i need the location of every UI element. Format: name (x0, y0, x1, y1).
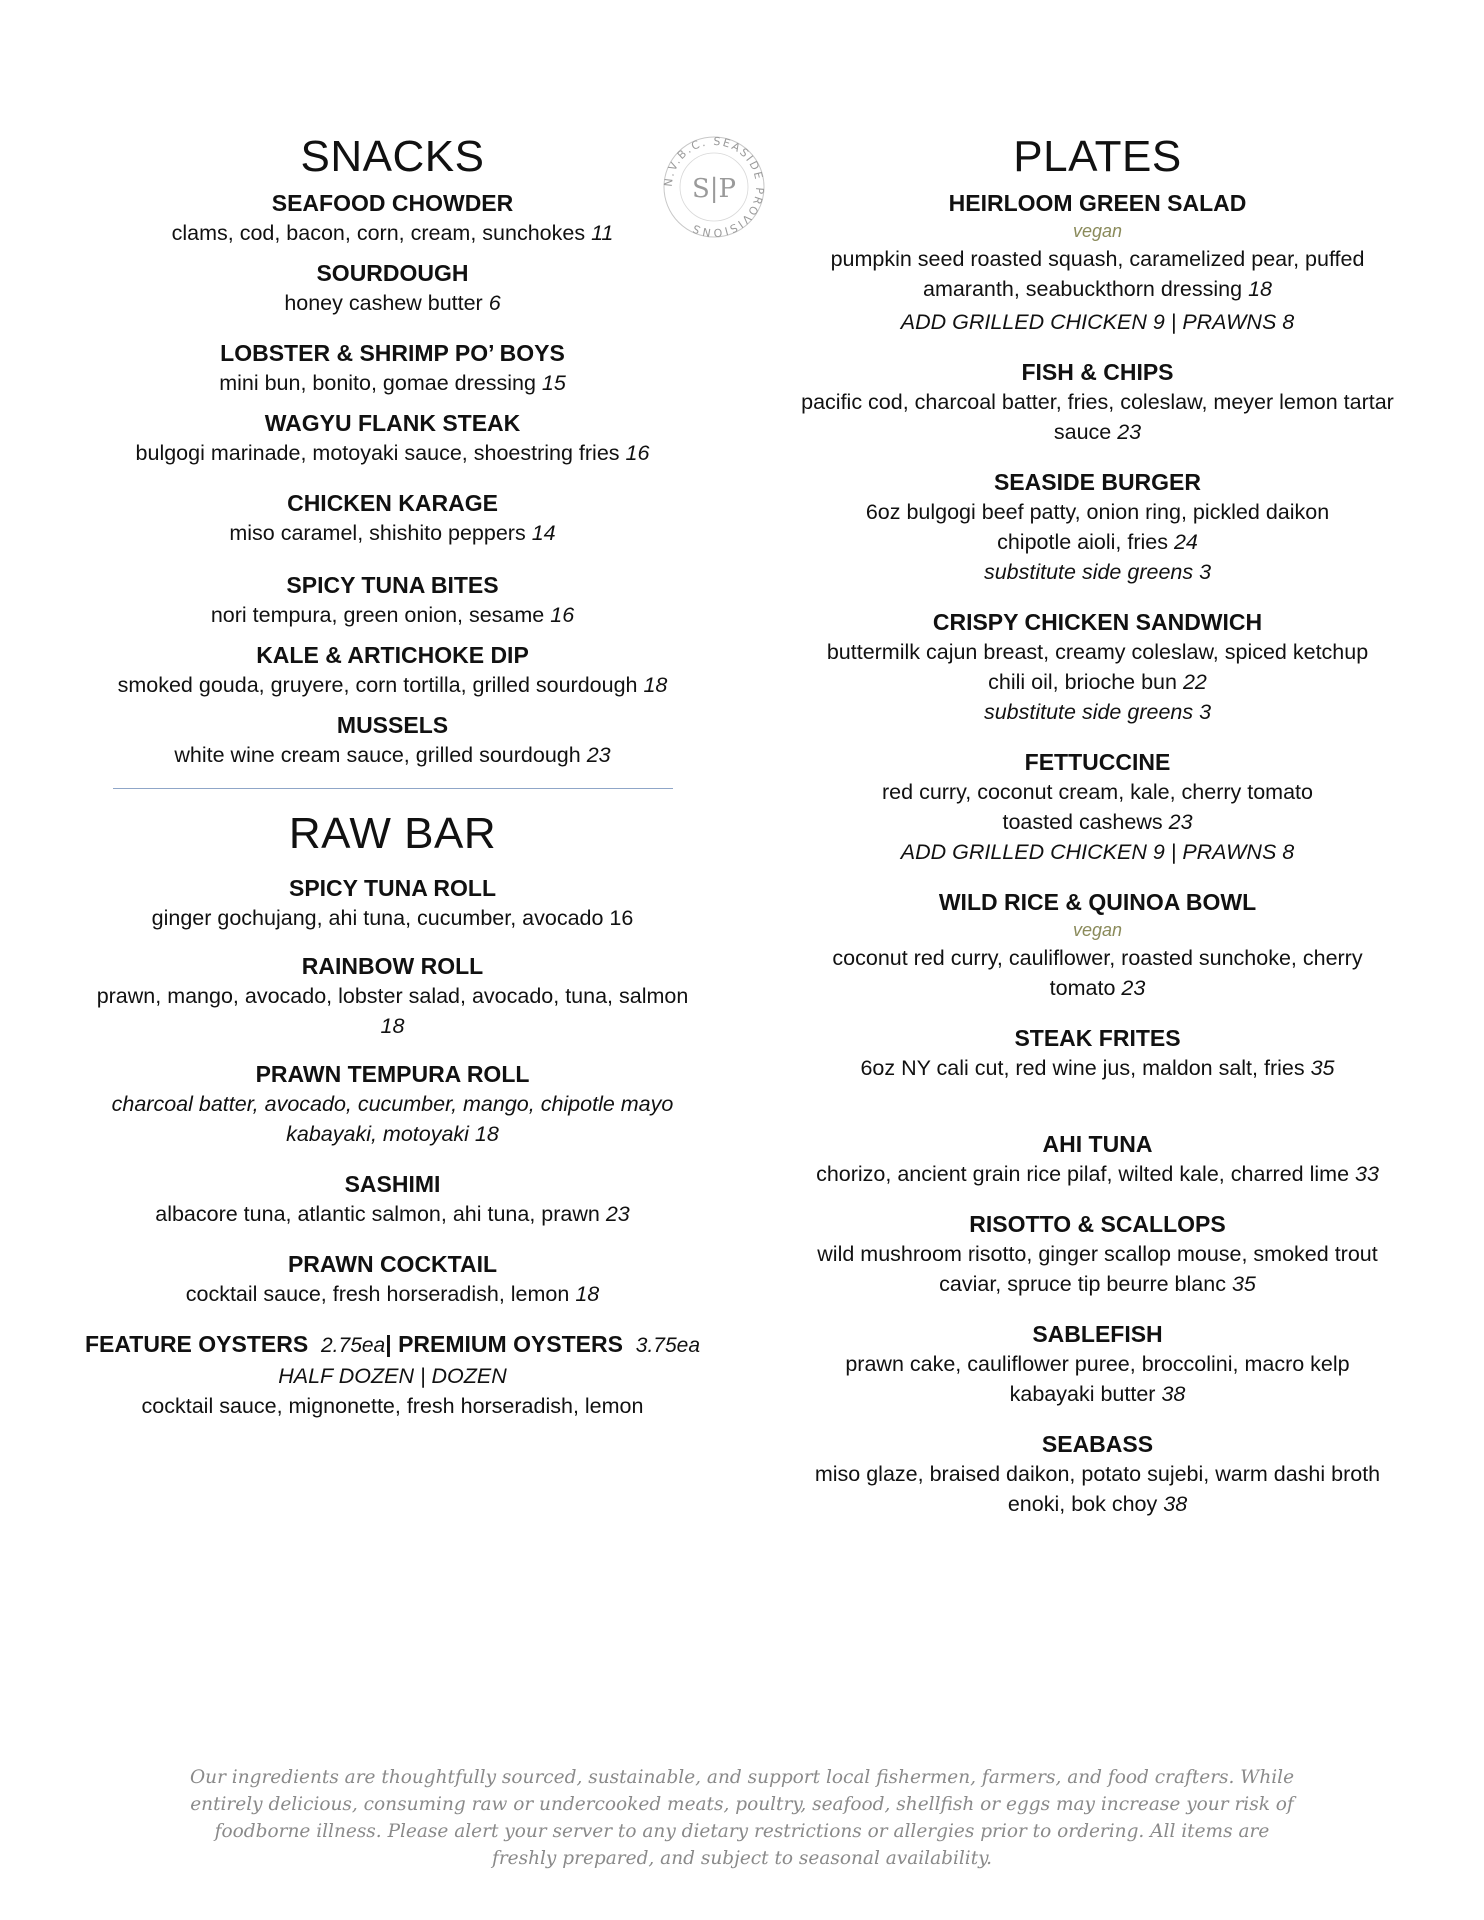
menu-item (85, 488, 700, 548)
item-desc: kabayaki, motoyaki 18 (286, 1122, 499, 1146)
item-addon: ADD GRILLED CHICKEN 9 | PRAWNS 8 (900, 310, 1295, 334)
item-name: AHI TUNA (1042, 1131, 1153, 1157)
item-note: substitute side greens 3 (983, 560, 1212, 584)
premium-oysters-price: 3.75ea (635, 1334, 700, 1357)
item-price: 23 (586, 743, 611, 767)
item-name: SEABASS (1041, 1431, 1154, 1457)
item-name: RISOTTO & SCALLOPS (969, 1211, 1226, 1237)
feature-oysters-price: 2.75ea (321, 1334, 386, 1357)
item-name: PRAWN TEMPURA ROLL (255, 1061, 530, 1087)
item-desc: coconut red curry, cauliflower, roasted sunchoke, cherry (832, 946, 1363, 970)
item-name: FETTUCCINE (1024, 749, 1171, 775)
item-price: 33 (1355, 1162, 1379, 1186)
oysters-item (85, 1329, 700, 1421)
item-name: STEAK FRITES (1014, 1025, 1181, 1051)
menu-item (85, 258, 700, 318)
item-price: 18 (643, 673, 668, 697)
item-name: WILD RICE & QUINOA BOWL (938, 889, 1257, 915)
logo-monogram: S|P (691, 174, 737, 204)
item-desc: toasted cashews 23 (1002, 810, 1193, 834)
item-desc: caviar, spruce tip beurre blanc 35 (939, 1272, 1256, 1296)
item-desc: chili oil, brioche bun 22 (988, 670, 1207, 694)
item-desc: clams, cod, bacon, corn, cream, sunchokes 11 (171, 221, 614, 245)
item-desc: charcoal batter, avocado, cucumber, mango, chipotle mayo (111, 1092, 674, 1116)
item-desc: enoki, bok choy 38 (1007, 1492, 1188, 1516)
logo-ring-text: N.V.B.C. SEASIDE PROVISIONS (661, 134, 767, 240)
menu-item (85, 188, 700, 248)
item-name: SOURDOUGH (316, 260, 469, 286)
oysters-heading: FEATURE OYSTERS 2.75ea| PREMIUM OYSTERS 3.75ea (85, 1331, 700, 1357)
item-price: 14 (531, 521, 556, 545)
item-price: 38 (1163, 1492, 1188, 1516)
item-desc: mini bun, bonito, gomae dressing 15 (219, 371, 566, 395)
item-desc: albacore tuna, atlantic salmon, ahi tuna, prawn 23 (155, 1202, 630, 1226)
item-desc: amaranth, seabuckthorn dressing 18 (922, 277, 1272, 301)
plates-title: PLATES (1013, 132, 1182, 181)
feature-oysters-name: FEATURE OYSTERS (85, 1331, 309, 1357)
menu-item (85, 873, 700, 933)
item-price: 16 (625, 441, 650, 465)
item-desc: ginger gochujang, ahi tuna, cucumber, avocado 16 (151, 906, 634, 930)
item-name: PRAWN COCKTAIL (287, 1251, 498, 1277)
menu-item (85, 570, 700, 630)
item-desc: prawn, mango, avocado, lobster salad, avocado, tuna, salmon (96, 984, 689, 1008)
item-desc: miso caramel, shishito peppers 14 (229, 521, 556, 545)
menu-item (85, 1169, 700, 1229)
item-name: SPICY TUNA ROLL (288, 875, 496, 901)
menu-item (785, 467, 1410, 587)
item-price: 16 (550, 603, 575, 627)
item-desc: miso glaze, braised daikon, potato sujebi, warm dashi broth (814, 1462, 1381, 1486)
menu-item (85, 338, 700, 398)
menu-item (785, 1023, 1410, 1083)
left-column (85, 128, 700, 1421)
item-price: 18 (380, 1014, 405, 1038)
menu-item (785, 1429, 1410, 1519)
item-desc: prawn cake, cauliflower puree, broccolini, macro kelp (845, 1352, 1350, 1376)
item-desc: 6oz NY cali cut, red wine jus, maldon salt, fries 35 (860, 1056, 1335, 1080)
item-desc: sauce 23 (1053, 420, 1142, 444)
item-desc: buttermilk cajun breast, creamy coleslaw, spiced ketchup (826, 640, 1369, 664)
menu-item (85, 1249, 700, 1309)
item-name: KALE & ARTICHOKE DIP (256, 642, 529, 668)
menu-item (85, 951, 700, 1041)
item-desc: pumpkin seed roasted squash, caramelized pear, puffed (830, 247, 1365, 271)
disclaimer-line: freshly prepared, and subject to seasonal availability. (491, 1848, 993, 1869)
menu-item (85, 640, 700, 700)
item-price: 35 (1310, 1056, 1335, 1080)
item-desc: tomato 23 (1049, 976, 1146, 1000)
item-addon: ADD GRILLED CHICKEN 9 | PRAWNS 8 (900, 840, 1295, 864)
item-desc: pacific cod, charcoal batter, fries, coleslaw, meyer lemon tartar (801, 390, 1394, 414)
item-desc: honey cashew butter 6 (284, 291, 501, 315)
menu-item (785, 357, 1410, 447)
item-desc: cocktail sauce, mignonette, fresh horseradish, lemon (141, 1394, 644, 1418)
item-name: SPICY TUNA BITES (286, 572, 499, 598)
item-price: 24 (1173, 530, 1198, 554)
item-name: SABLEFISH (1032, 1321, 1163, 1347)
item-desc: chipotle aioli, fries 24 (997, 530, 1198, 554)
item-name: LOBSTER & SHRIMP PO’ BOYS (220, 340, 565, 366)
item-note: substitute side greens 3 (983, 700, 1212, 724)
raw-bar-title: RAW BAR (288, 809, 497, 858)
item-desc: red curry, coconut cream, kale, cherry tomato (882, 780, 1313, 804)
item-desc: nori tempura, green onion, sesame 16 (210, 603, 575, 627)
item-name: SASHIMI (344, 1171, 441, 1197)
item-name: MUSSELS (336, 712, 449, 738)
item-price: 22 (1182, 670, 1207, 694)
item-name: SEAFOOD CHOWDER (271, 190, 514, 216)
menu-item (785, 1209, 1410, 1299)
item-desc: smoked gouda, gruyere, corn tortilla, grilled sourdough 18 (117, 673, 668, 697)
item-desc: 6oz bulgogi beef patty, onion ring, pickled daikon (865, 500, 1330, 524)
premium-oysters-name: PREMIUM OYSTERS (398, 1331, 623, 1357)
item-price: 35 (1231, 1272, 1256, 1296)
item-price: 23 (1121, 976, 1146, 1000)
item-desc: chorizo, ancient grain rice pilaf, wilted kale, charred lime 33 (816, 1162, 1379, 1186)
right-column (785, 128, 1410, 1519)
item-price: 18 (575, 1282, 600, 1306)
item-desc: white wine cream sauce, grilled sourdough 23 (174, 743, 611, 767)
item-desc: kabayaki butter 38 (1009, 1382, 1186, 1406)
item-desc: wild mushroom risotto, ginger scallop mouse, smoked trout (817, 1242, 1378, 1266)
item-price: 38 (1161, 1382, 1186, 1406)
item-name: CHICKEN KARAGE (287, 490, 498, 516)
allergy-disclaimer (180, 1764, 1304, 1872)
item-price: 23 (605, 1202, 630, 1226)
item-price: 23 (1168, 810, 1193, 834)
item-name: CRISPY CHICKEN SANDWICH (932, 609, 1263, 635)
item-name: SEASIDE BURGER (993, 469, 1202, 495)
menu-item (785, 747, 1410, 867)
menu-item (85, 408, 700, 468)
disclaimer-line: entirely delicious, consuming raw or undercooked meats, poultry, seafood, shellfish or eggs may increase your risk of (190, 1794, 1294, 1815)
oysters-sizes: HALF DOZEN | DOZEN (278, 1364, 507, 1388)
item-price: 11 (591, 221, 614, 245)
menu-item (85, 1059, 700, 1149)
disclaimer-line: Our ingredients are thoughtfully sourced, sustainable, and support local fishermen, farmers, and food crafters. While (189, 1767, 1295, 1788)
item-name: WAGYU FLANK STEAK (264, 410, 521, 436)
item-price: 18 (1248, 277, 1272, 301)
seaside-provisions-logo (656, 132, 776, 242)
menu-item (785, 607, 1410, 727)
item-price: 15 (541, 371, 566, 395)
menu-item (785, 1129, 1410, 1189)
menu-item (85, 710, 700, 770)
snacks-title: SNACKS (300, 132, 485, 181)
item-price: 6 (488, 291, 501, 315)
item-name: FISH & CHIPS (1021, 359, 1174, 385)
item-desc: cocktail sauce, fresh horseradish, lemon 18 (185, 1282, 600, 1306)
menu-item (785, 1319, 1410, 1409)
item-price: 23 (1117, 420, 1142, 444)
item-desc: bulgogi marinade, motoyaki sauce, shoestring fries 16 (135, 441, 650, 465)
disclaimer-line: foodborne illness. Please alert your server to any dietary restrictions or allergies prior to ordering. All items are (214, 1821, 1270, 1842)
vegan-tag: vegan (1072, 221, 1123, 241)
section-divider (113, 788, 673, 789)
menu-item (785, 887, 1410, 1003)
item-name: HEIRLOOM GREEN SALAD (948, 190, 1247, 216)
item-name: RAINBOW ROLL (301, 953, 484, 979)
menu-item (785, 188, 1410, 337)
vegan-tag: vegan (1072, 920, 1123, 940)
